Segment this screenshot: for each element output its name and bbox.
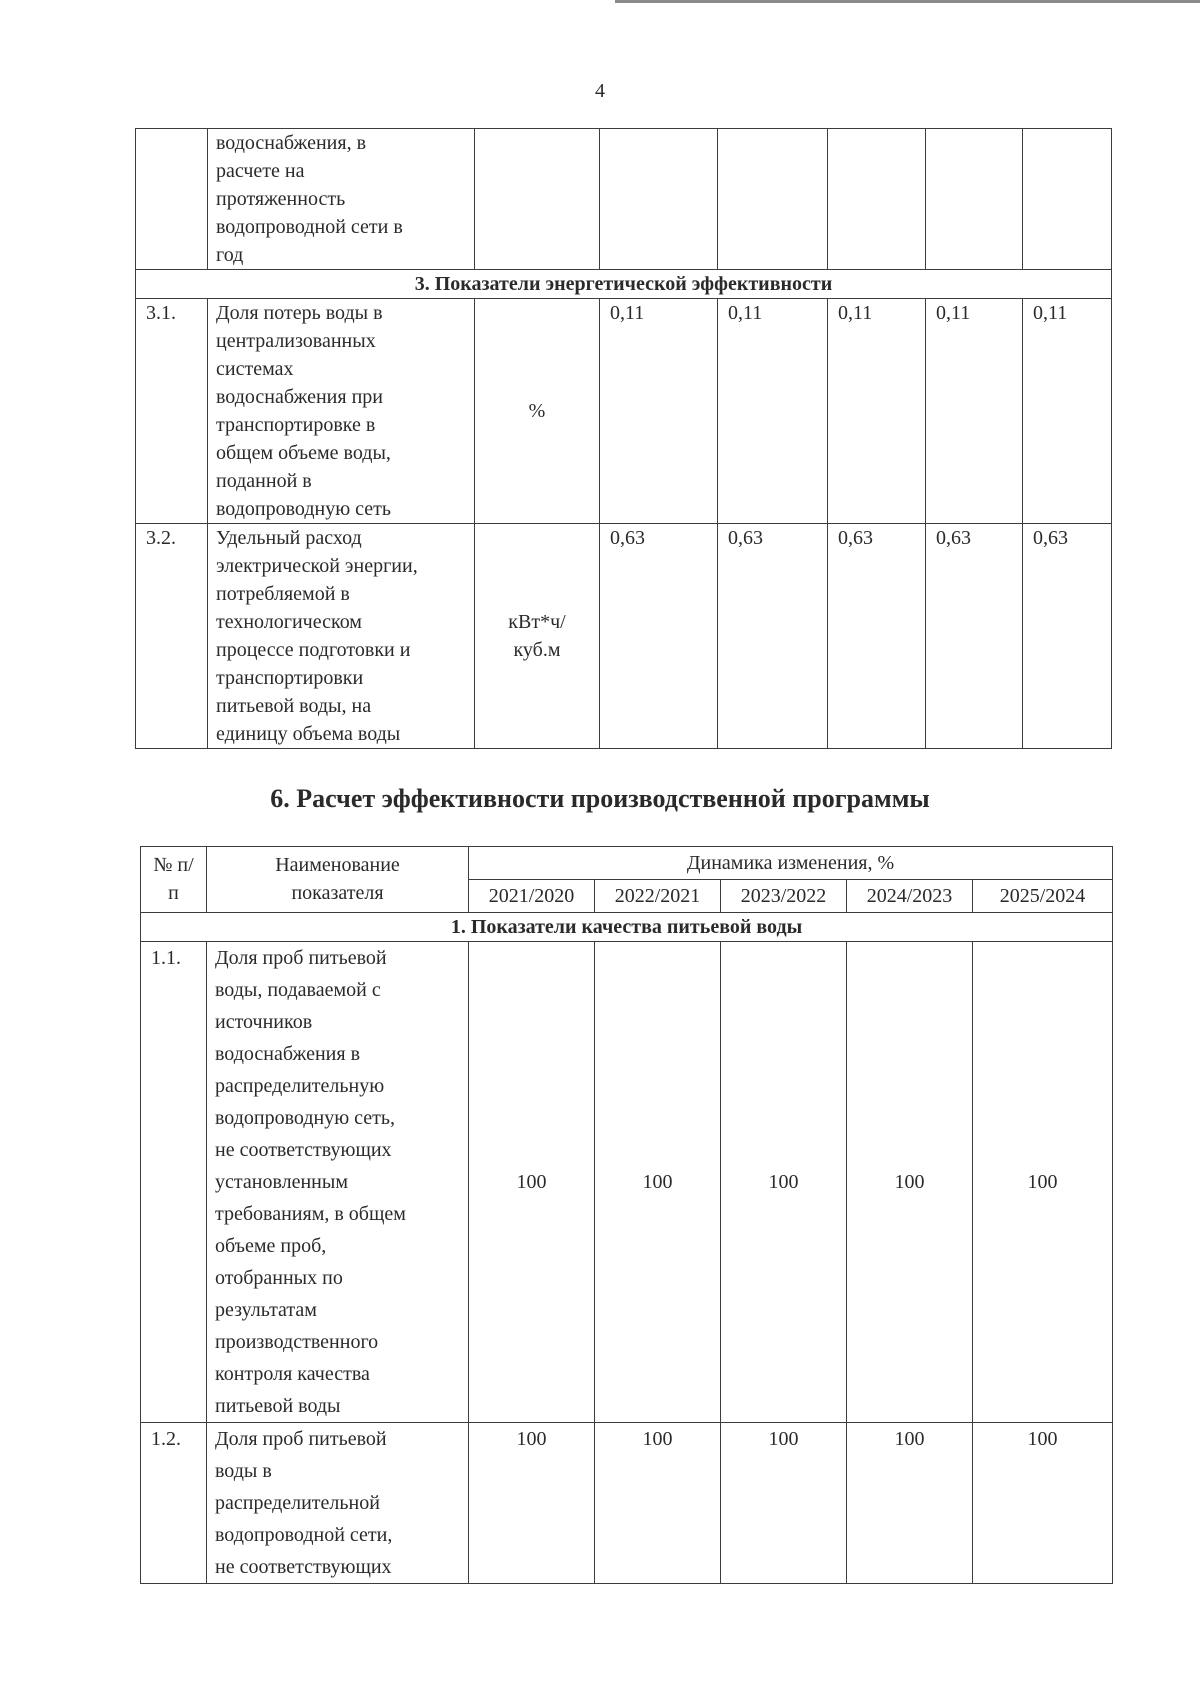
value-cell: 0,11 bbox=[600, 299, 718, 524]
value-cell bbox=[926, 129, 1023, 270]
value-cell: 0,11 bbox=[926, 299, 1023, 524]
section-row bbox=[136, 270, 1112, 299]
value-cell: 0,63 bbox=[1023, 524, 1112, 749]
table-row bbox=[136, 524, 1112, 749]
row-number: 3.2. bbox=[136, 524, 208, 749]
year-header: 2025/2024 bbox=[973, 880, 1113, 913]
indicator-name: Доля потерь воды в централизованных системах водоснабжения при транспортировке в общем объеме воды, поданной в водопроводную сеть bbox=[208, 299, 475, 524]
year-header: 2021/2020 bbox=[469, 880, 595, 913]
section-row bbox=[141, 913, 1113, 942]
value-cell: 0,11 bbox=[828, 299, 926, 524]
indicator-name: водоснабжения, в расчете на протяженность водопроводной сети в год bbox=[208, 129, 475, 270]
value-cell: 100 bbox=[973, 1423, 1113, 1584]
value-cell: 100 bbox=[973, 942, 1113, 1423]
program-efficiency-table bbox=[140, 846, 1113, 1584]
section-heading: 6. Расчет эффективности производственной программы bbox=[270, 784, 930, 813]
value-cell: 0,11 bbox=[1023, 299, 1112, 524]
table-row bbox=[141, 1423, 1113, 1584]
header-row bbox=[141, 847, 1113, 880]
section-title: 3. Показатели энергетической эффективности bbox=[136, 270, 1112, 299]
table-row bbox=[141, 942, 1113, 1423]
page-number: 4 bbox=[595, 80, 605, 102]
value-cell: 100 bbox=[847, 942, 973, 1423]
value-cell bbox=[1023, 129, 1112, 270]
value-cell: 100 bbox=[469, 942, 595, 1423]
value-cell bbox=[718, 129, 828, 270]
year-header: 2023/2022 bbox=[721, 880, 847, 913]
value-cell: 100 bbox=[721, 942, 847, 1423]
table-row bbox=[136, 299, 1112, 524]
row-number: 1.1. bbox=[141, 942, 207, 1423]
scan-edge-line bbox=[615, 0, 1200, 3]
value-cell: 100 bbox=[721, 1423, 847, 1584]
energy-efficiency-table bbox=[135, 128, 1112, 749]
value-cell: 100 bbox=[595, 942, 721, 1423]
row-number bbox=[136, 129, 208, 270]
year-header: 2022/2021 bbox=[595, 880, 721, 913]
value-cell: 0,63 bbox=[828, 524, 926, 749]
section-title: 1. Показатели качества питьевой воды bbox=[141, 913, 1113, 942]
unit-cell: % bbox=[475, 299, 600, 524]
dynamics-header: Динамика изменения, % bbox=[469, 847, 1113, 880]
value-cell bbox=[600, 129, 718, 270]
value-cell: 0,63 bbox=[600, 524, 718, 749]
year-header: 2024/2023 bbox=[847, 880, 973, 913]
table-row bbox=[136, 129, 1112, 270]
value-cell: 0,63 bbox=[926, 524, 1023, 749]
indicator-name: Удельный расход электрической энергии, потребляемой в технологическом процессе подготовки и транспортировки питьевой воды, на единицу объема воды bbox=[208, 524, 475, 749]
row-number: 3.1. bbox=[136, 299, 208, 524]
value-cell: 100 bbox=[847, 1423, 973, 1584]
row-number: 1.2. bbox=[141, 1423, 207, 1584]
value-cell: 100 bbox=[469, 1423, 595, 1584]
unit-cell: кВт*ч/ куб.м bbox=[475, 524, 600, 749]
value-cell: 100 bbox=[595, 1423, 721, 1584]
value-cell bbox=[828, 129, 926, 270]
value-cell: 0,11 bbox=[718, 299, 828, 524]
indicator-name: Доля проб питьевой воды в распределительной водопроводной сети, не соответствующих bbox=[207, 1423, 469, 1584]
name-column-header: Наименование показателя bbox=[207, 847, 469, 913]
unit-cell bbox=[475, 129, 600, 270]
value-cell: 0,63 bbox=[718, 524, 828, 749]
number-column-header: № п/п bbox=[141, 847, 207, 913]
indicator-name: Доля проб питьевой воды, подаваемой с источников водоснабжения в распределительную водопроводную сеть, не соответствующих установленным требованиям, в общем объеме проб, отобранных по результатам производственного контроля качества питьевой воды bbox=[207, 942, 469, 1423]
